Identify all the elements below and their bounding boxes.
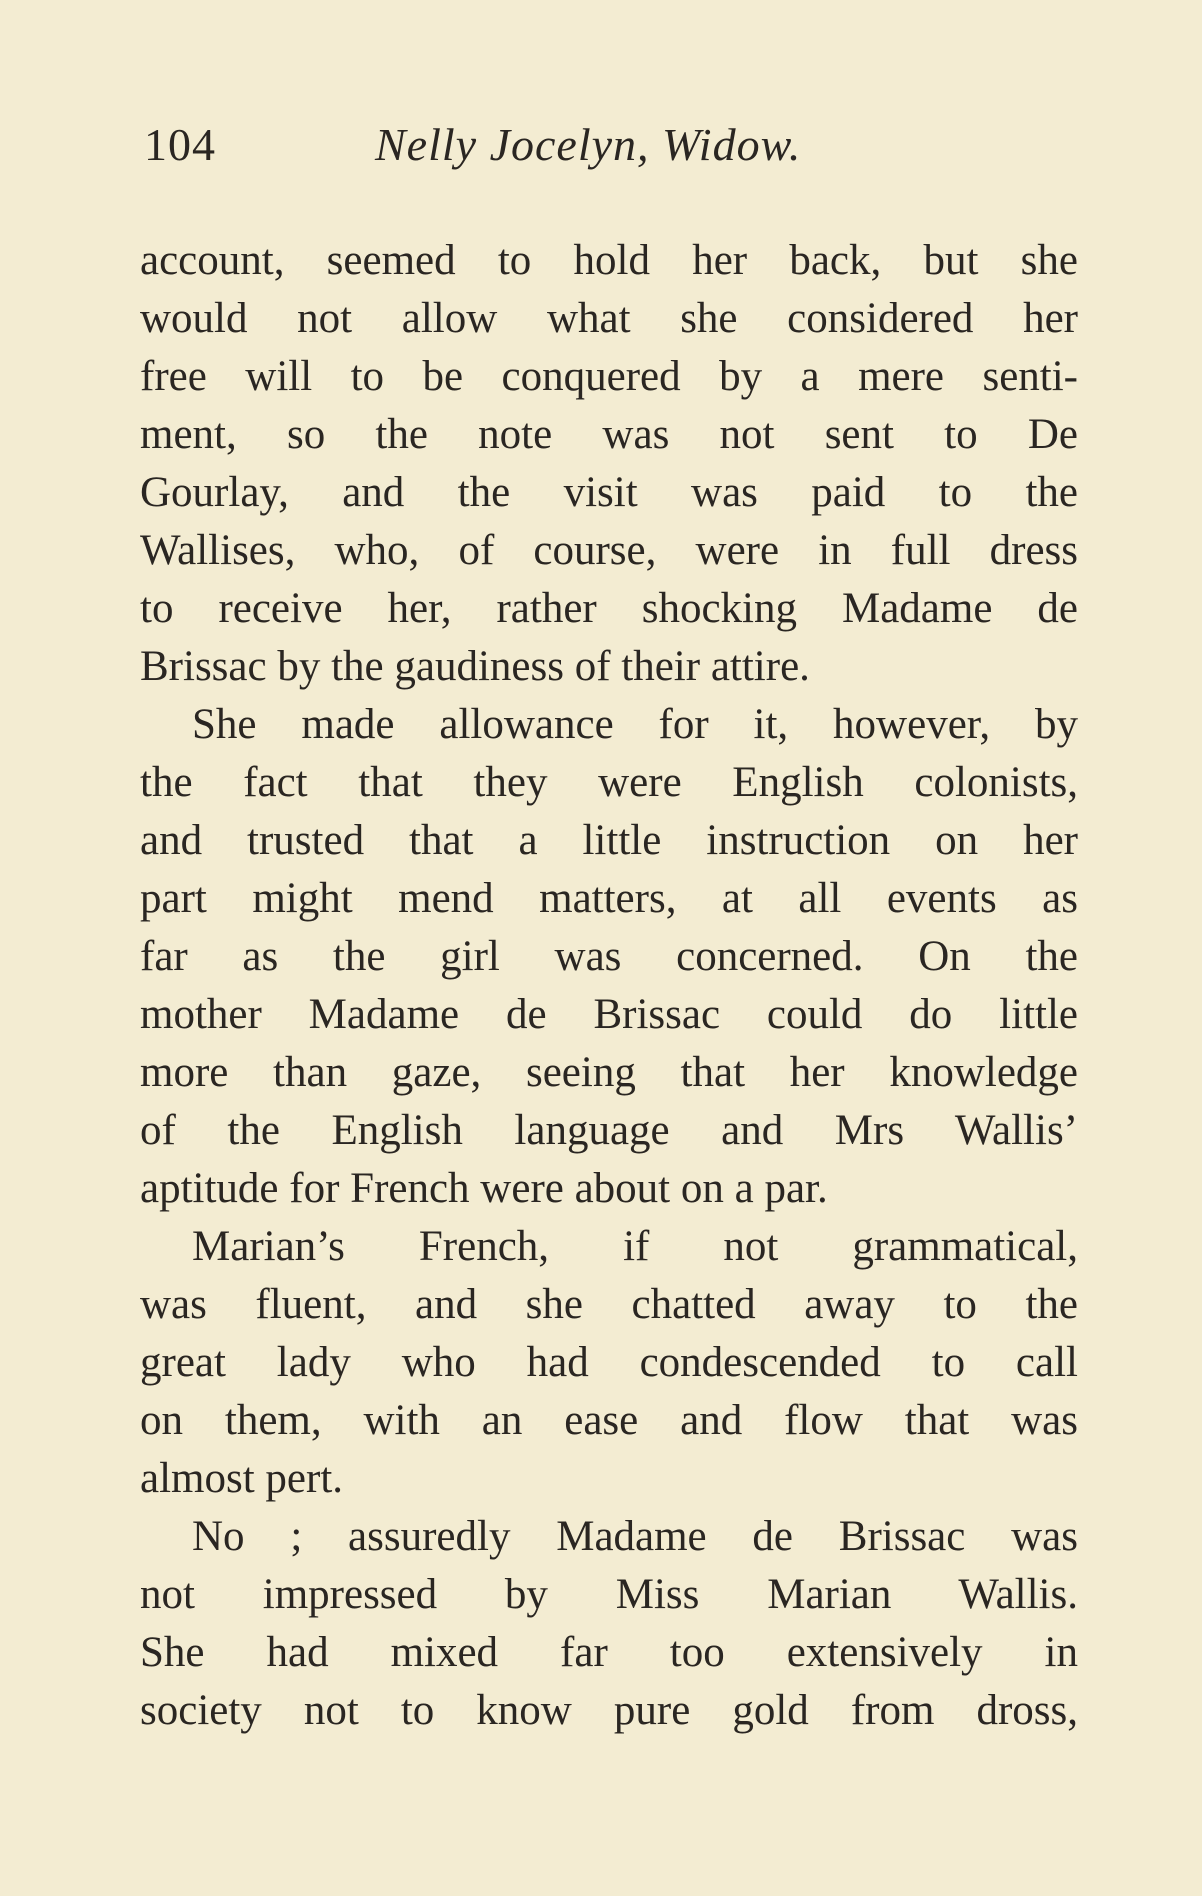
text-line: would not allow what she considered her: [140, 295, 1078, 342]
text-line: No ; assuredly Madame de Brissac was: [192, 1513, 1078, 1560]
text-line: not impressed by Miss Marian Wallis.: [140, 1571, 1078, 1618]
page-header: [140, 118, 1080, 178]
text-line: account, seemed to hold her back, but she: [140, 237, 1078, 284]
text-line: on them, with an ease and flow that was: [140, 1397, 1078, 1444]
text-line: of the English language and Mrs Wallis’: [140, 1107, 1078, 1154]
text-line: ment, so the note was not sent to De: [140, 411, 1078, 458]
page-number: 104: [144, 119, 216, 170]
text-line: Marian’s French, if not grammatical,: [192, 1223, 1078, 1270]
text-line: She had mixed far too extensively in: [140, 1629, 1078, 1676]
text-line: part might mend matters, at all events as: [140, 875, 1078, 922]
text-line: Brissac by the gaudiness of their attire.: [140, 643, 810, 690]
running-title: Nelly Jocelyn, Widow.: [375, 119, 802, 170]
text-line: society not to know pure gold from dross,: [140, 1687, 1078, 1734]
text-line: Wallises, who, of course, were in full dress: [140, 527, 1078, 574]
text-line: far as the girl was concerned. On the: [140, 933, 1078, 980]
body-text: [140, 232, 1078, 1740]
text-line: was fluent, and she chatted away to the: [140, 1281, 1078, 1328]
text-line: almost pert.: [140, 1455, 344, 1502]
text-line: Gourlay, and the visit was paid to the: [140, 469, 1078, 516]
text-line: free will to be conquered by a mere senti-: [140, 353, 1078, 400]
text-line: She made allowance for it, however, by: [192, 701, 1078, 748]
text-line: mother Madame de Brissac could do little: [140, 991, 1078, 1038]
text-line: and trusted that a little instruction on her: [140, 817, 1078, 864]
text-line: great lady who had condescended to call: [140, 1339, 1078, 1386]
text-line: aptitude for French were about on a par.: [140, 1165, 828, 1212]
text-line: more than gaze, seeing that her knowledge: [140, 1049, 1078, 1096]
text-line: to receive her, rather shocking Madame de: [140, 585, 1078, 632]
text-line: the fact that they were English colonists,: [140, 759, 1078, 806]
